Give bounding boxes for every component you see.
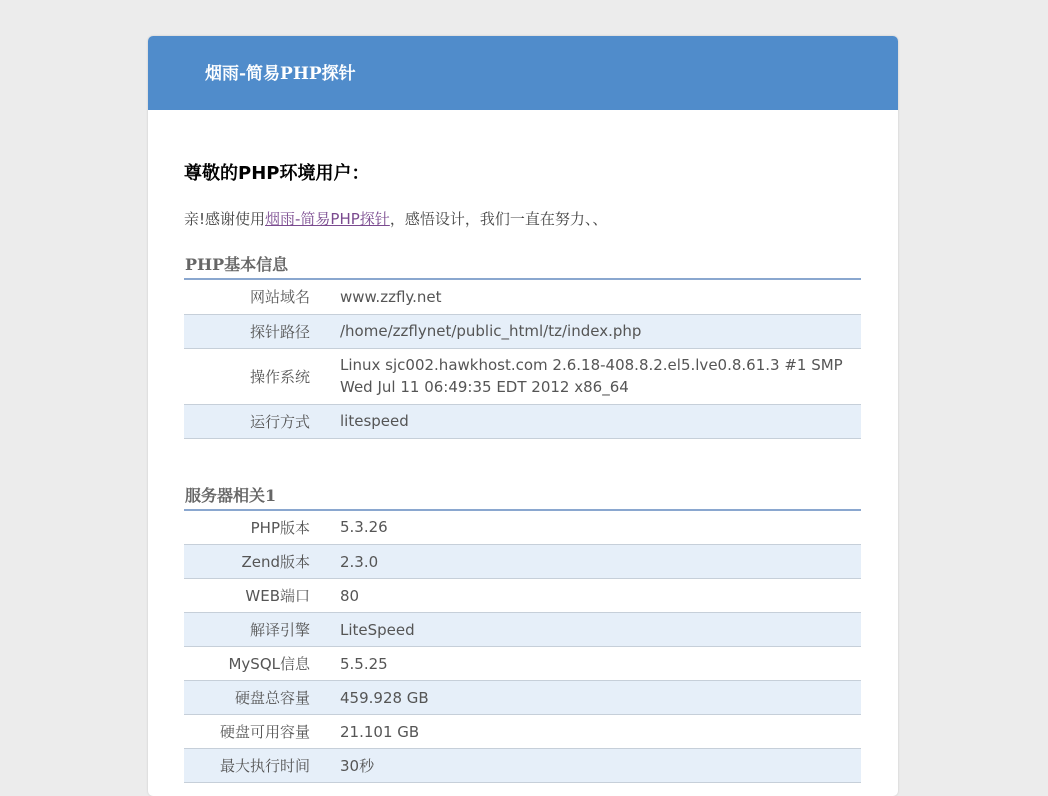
table-row xyxy=(184,749,861,783)
row-key: 硬盘可用容量 xyxy=(184,715,310,749)
row-key: PHP版本 xyxy=(184,511,310,545)
row-key: 最大执行时间 xyxy=(184,749,310,783)
table-row xyxy=(184,280,861,314)
table-row xyxy=(184,511,861,545)
row-value: 2.3.0 xyxy=(310,545,861,579)
row-value: 30秒 xyxy=(310,749,861,783)
probe-card xyxy=(148,36,898,796)
table-row xyxy=(184,348,861,404)
intro-text xyxy=(184,208,861,230)
server-info-table xyxy=(184,511,861,784)
table-row xyxy=(184,715,861,749)
table-row xyxy=(184,613,861,647)
row-key: 硬盘总容量 xyxy=(184,681,310,715)
row-key: WEB端口 xyxy=(184,579,310,613)
row-key: 网站域名 xyxy=(184,280,310,314)
table-row xyxy=(184,314,861,348)
table-row xyxy=(184,545,861,579)
row-key: 探针路径 xyxy=(184,314,310,348)
row-key: MySQL信息 xyxy=(184,647,310,681)
intro-prefix: 亲!感谢使用 xyxy=(184,210,266,228)
php-basic-table xyxy=(184,280,861,439)
table-row xyxy=(184,579,861,613)
row-value: LiteSpeed xyxy=(310,613,861,647)
row-key: 解译引擎 xyxy=(184,613,310,647)
row-value: /home/zzflynet/public_html/tz/index.php xyxy=(310,314,861,348)
section-title-server-1: 服务器相关1 xyxy=(184,483,861,511)
main-content xyxy=(148,160,898,783)
probe-link[interactable]: 烟雨-简易PHP探针 xyxy=(265,210,390,228)
row-value: litespeed xyxy=(310,404,861,438)
header-bar xyxy=(148,36,898,110)
section-title-php-basic: PHP基本信息 xyxy=(184,252,861,280)
row-key: 运行方式 xyxy=(184,404,310,438)
header-title: 烟雨-简易PHP探针 xyxy=(205,64,356,84)
row-key: Zend版本 xyxy=(184,545,310,579)
table-row xyxy=(184,647,861,681)
row-value: www.zzfly.net xyxy=(310,280,861,314)
row-value: Linux sjc002.hawkhost.com 2.6.18-408.8.2.el5.lve0.8.61.3 #1 SMP Wed Jul 11 06:49:35 EDT 2012 x86_64 xyxy=(310,348,861,404)
row-value: 5.3.26 xyxy=(310,511,861,545)
greeting-heading: 尊敬的PHP环境用户： xyxy=(184,163,370,184)
row-value: 459.928 GB xyxy=(310,681,861,715)
table-row xyxy=(184,681,861,715)
intro-suffix: ，感悟设计，我们一直在努力、、 xyxy=(389,210,608,228)
row-value: 21.101 GB xyxy=(310,715,861,749)
row-value: 5.5.25 xyxy=(310,647,861,681)
row-value: 80 xyxy=(310,579,861,613)
row-key: 操作系统 xyxy=(184,348,310,404)
table-row xyxy=(184,404,861,438)
